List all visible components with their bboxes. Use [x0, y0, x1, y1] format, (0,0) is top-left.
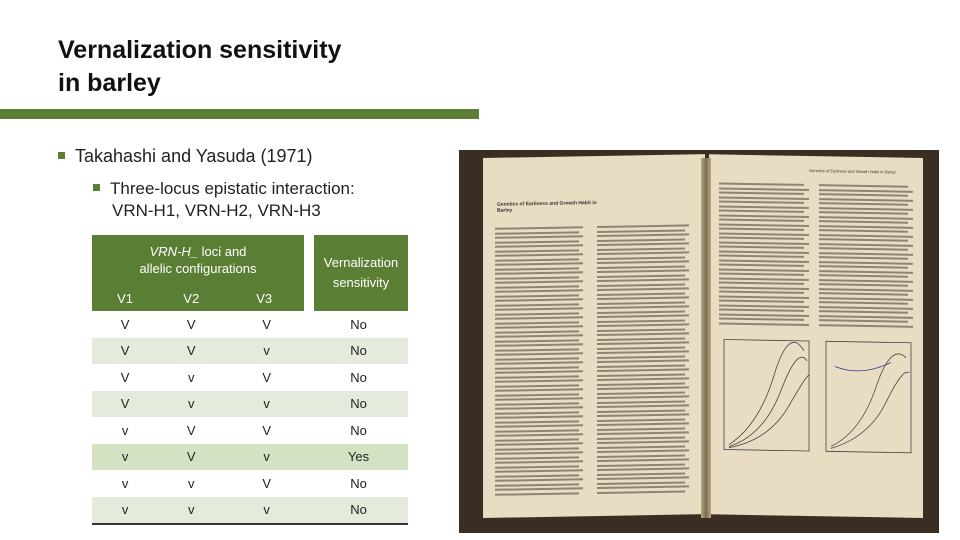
page-text-line	[819, 283, 908, 287]
page-text-line	[819, 229, 908, 233]
sensitivity-header-line-2: sensitivity	[332, 275, 390, 290]
page-text-line	[495, 321, 579, 324]
page-text-line	[719, 209, 804, 212]
page-text-line	[597, 274, 685, 278]
page-text-line	[597, 418, 685, 422]
page-text-line	[597, 472, 685, 476]
page-text-line	[597, 337, 685, 341]
page-text-line	[495, 456, 579, 459]
cell-v3: v	[224, 497, 309, 525]
page-text-line	[597, 364, 685, 368]
page-text-line	[495, 298, 583, 302]
page-text-line	[819, 247, 908, 251]
page-text-line	[495, 438, 579, 441]
page-text-line	[495, 397, 583, 401]
page-text-line	[495, 465, 579, 468]
page-text-line	[819, 297, 913, 301]
page-text-line	[597, 409, 685, 413]
table-row	[92, 391, 408, 418]
page-text-line	[597, 386, 689, 390]
page-text-line	[819, 238, 908, 242]
page-text-line	[597, 265, 685, 269]
page-text-line	[819, 234, 913, 238]
page-text-line	[495, 415, 583, 419]
page-text-line	[597, 445, 685, 449]
page-text-line	[597, 395, 689, 399]
cell-v3: V	[262, 475, 271, 491]
right-page	[709, 154, 923, 518]
page-text-line	[819, 301, 908, 305]
bullet-level-2-text: Three-locus epistatic interaction:	[110, 179, 355, 198]
page-text-line	[597, 229, 685, 233]
page-text-line	[597, 233, 689, 237]
page-text-line	[597, 323, 689, 327]
page-text-line	[495, 253, 583, 257]
page-text-line	[597, 431, 689, 435]
table-row	[92, 470, 408, 497]
title-line-2: in barley	[58, 69, 161, 97]
cell-v1: v	[92, 497, 158, 525]
bullet-level-1-text: Takahashi and Yasuda (1971)	[75, 146, 313, 166]
page-text-line	[819, 288, 913, 292]
page-text-line	[495, 451, 583, 455]
page-text-line	[819, 189, 913, 193]
page-text-line	[495, 420, 579, 423]
page-text-line	[495, 361, 583, 365]
loci-name-italic: VRN-H_	[149, 244, 198, 259]
page-text-line	[495, 294, 579, 297]
left-page-heading: Genetics of Earliness and Growth Habit in Barley	[497, 200, 597, 214]
page-text-line	[819, 292, 908, 296]
page-text-line	[495, 280, 583, 284]
page-text-line	[495, 325, 583, 329]
page-text-line	[719, 214, 809, 218]
page-text-line	[495, 303, 579, 306]
page-text-line	[719, 308, 804, 311]
cell-v3: v	[224, 444, 309, 471]
cell-sensitivity: No	[309, 391, 408, 418]
cell-v1: v	[121, 422, 129, 438]
page-text-line	[719, 299, 804, 302]
page-text-line	[495, 289, 583, 293]
page-text-line	[597, 404, 689, 408]
page-text-line	[495, 487, 583, 491]
sensitivity-header-line-1: Vernalization	[323, 255, 399, 270]
page-text-line	[495, 447, 579, 450]
page-text-line	[597, 287, 689, 291]
page-text-line	[719, 317, 804, 320]
col-v3-header: V3	[224, 285, 309, 311]
cell-v2: V	[158, 444, 224, 471]
page-text-line	[719, 200, 804, 203]
page-text-line	[495, 271, 583, 275]
page-text-line	[597, 305, 689, 309]
paper-photo	[459, 150, 939, 533]
page-text-line	[495, 240, 579, 243]
page-text-line	[597, 332, 689, 336]
col-v1-header: V1	[92, 285, 158, 311]
cell-v2: v	[158, 391, 224, 418]
bullet-level-1	[58, 146, 313, 167]
loci-group-header	[92, 235, 309, 285]
page-text-line	[495, 478, 583, 482]
page-text-line	[597, 283, 685, 287]
page-text-line	[597, 251, 689, 255]
bullet-level-2-loci: VRN-H1, VRN-H2, VRN-H3	[112, 201, 321, 220]
page-text-line	[495, 424, 583, 428]
page-text-line	[495, 244, 583, 248]
page-text-line	[819, 207, 913, 211]
page-text-line	[719, 277, 809, 281]
cell-v2: v	[158, 497, 224, 525]
page-text-line	[495, 235, 583, 239]
square-bullet-icon	[93, 184, 100, 191]
page-text-line	[495, 316, 583, 320]
page-text-line	[495, 226, 583, 230]
right-page-heading: Genetics of Earliness and Growth Habit in Barley	[809, 168, 896, 175]
col-v2-header: V2	[158, 285, 224, 311]
page-text-line	[597, 436, 685, 440]
page-text-line	[597, 373, 685, 377]
page-text-line	[495, 348, 579, 351]
table-row	[92, 497, 408, 525]
page-text-line	[597, 454, 685, 458]
page-text-line	[495, 258, 579, 261]
page-text-line	[495, 406, 583, 410]
page-text-line	[495, 276, 579, 279]
left-page	[483, 154, 705, 518]
page-text-line	[719, 191, 804, 194]
page-text-line	[495, 384, 579, 387]
page-text-line	[495, 262, 583, 266]
page-text-line	[597, 440, 689, 444]
page-text-line	[719, 205, 809, 209]
page-text-line	[597, 310, 685, 314]
page-text-line	[597, 296, 689, 300]
page-text-line	[495, 307, 583, 311]
page-text-line	[495, 492, 579, 495]
page-text-line	[495, 352, 583, 356]
page-text-line	[495, 375, 579, 378]
page-text-line	[719, 290, 804, 293]
page-text-line	[597, 413, 689, 417]
cell-v3: V	[262, 422, 271, 438]
page-text-line	[597, 400, 685, 404]
page-text-line	[719, 232, 809, 236]
page-text-line	[597, 382, 685, 386]
bullet-level-2	[93, 178, 393, 222]
page-text-line	[719, 295, 809, 299]
page-text-line	[819, 256, 908, 260]
cell-v1: V	[120, 316, 130, 332]
cell-v1: V	[92, 338, 158, 365]
page-text-line	[495, 312, 579, 315]
page-text-line	[719, 322, 809, 326]
page-text-line	[597, 238, 685, 242]
page-text-line	[597, 341, 689, 345]
cell-v3: V	[262, 316, 271, 332]
cell-v1: V	[120, 369, 130, 385]
page-text-line	[719, 263, 804, 266]
cell-v1: v	[92, 444, 158, 471]
page-text-line	[495, 433, 583, 437]
page-text-line	[597, 467, 689, 471]
page-text-line	[719, 272, 804, 275]
title-accent-bar	[0, 109, 479, 119]
page-text-line	[597, 458, 689, 462]
page-text-line	[495, 460, 583, 464]
page-text-line	[819, 220, 908, 224]
page-text-line	[719, 196, 809, 200]
page-text-line	[819, 310, 908, 314]
page-text-line	[719, 281, 804, 284]
page-text-line	[597, 449, 689, 453]
page-text-line	[597, 355, 685, 359]
cell-v2: V	[186, 316, 196, 332]
page-text-line	[597, 256, 685, 260]
page-text-line	[819, 184, 908, 188]
cell-v2: V	[186, 422, 196, 438]
page-text-line	[719, 313, 809, 317]
page-text-line	[719, 187, 809, 191]
page-text-line	[597, 422, 689, 426]
page-text-line	[719, 182, 804, 185]
page-text-line	[495, 231, 579, 234]
page-text-line	[495, 411, 579, 414]
page-text-line	[495, 469, 583, 473]
page-text-line	[495, 330, 579, 333]
cell-v2: v	[187, 369, 195, 385]
page-text-line	[597, 247, 685, 251]
page-text-line	[495, 339, 579, 342]
page-text-line	[819, 261, 913, 265]
sensitivity-header	[309, 235, 408, 311]
cell-v3: v	[224, 338, 309, 365]
slide-title	[58, 34, 478, 100]
page-text-line	[495, 249, 579, 252]
loci-header-line-2: allelic configurations	[139, 261, 257, 276]
page-text-line	[719, 268, 809, 272]
page-text-line	[597, 278, 689, 282]
page-text-line	[819, 211, 908, 215]
page-text-line	[597, 314, 689, 318]
page-text-line	[819, 324, 913, 328]
page-text-line	[495, 429, 579, 432]
page-text-line	[597, 485, 689, 489]
page-text-line	[597, 359, 689, 363]
page-text-line	[597, 476, 689, 480]
page-text-line	[495, 474, 579, 477]
page-text-line	[495, 483, 579, 486]
page-text-line	[819, 274, 908, 278]
page-text-line	[819, 319, 908, 323]
page-text-line	[597, 368, 689, 372]
cell-sensitivity: No	[350, 369, 367, 385]
page-text-line	[597, 346, 685, 350]
cell-v1: V	[92, 391, 158, 418]
cell-sensitivity: Yes	[309, 444, 408, 471]
page-text-line	[597, 224, 689, 228]
page-text-line	[719, 236, 804, 239]
page-text-line	[597, 319, 685, 323]
table-row	[92, 417, 408, 444]
page-text-line	[719, 241, 809, 245]
page-text-line	[819, 265, 908, 269]
page-text-line	[495, 393, 579, 396]
page-text-line	[719, 250, 809, 254]
page-text-line	[495, 334, 583, 338]
page-text-line	[819, 270, 913, 274]
page-text-line	[819, 306, 913, 310]
page-text-line	[719, 245, 804, 248]
cell-sensitivity: No	[309, 338, 408, 365]
page-text-line	[719, 259, 809, 263]
page-text-line	[719, 286, 809, 290]
page-text-line	[597, 490, 685, 494]
page-text-line	[597, 350, 689, 354]
page-text-line	[719, 227, 804, 230]
table-row	[92, 311, 408, 338]
table-row	[92, 364, 408, 391]
cell-sensitivity: No	[350, 422, 367, 438]
square-bullet-icon	[58, 152, 65, 159]
page-text-line	[597, 463, 685, 467]
cell-v2: v	[187, 475, 195, 491]
page-text-line	[597, 377, 689, 381]
page-text-line	[819, 315, 913, 319]
page-text-line	[495, 366, 579, 369]
page-text-line	[597, 292, 685, 296]
page-text-line	[819, 279, 913, 283]
page-text-line	[597, 260, 689, 264]
cell-sensitivity: No	[309, 497, 408, 525]
page-text-line	[819, 225, 913, 229]
page-text-line	[819, 198, 913, 202]
page-text-line	[597, 391, 685, 395]
table-row	[92, 338, 408, 365]
page-text-line	[495, 267, 579, 270]
page-text-line	[719, 304, 809, 308]
page-text-line	[719, 254, 804, 257]
page-text-line	[597, 481, 685, 485]
page-text-line	[597, 269, 689, 273]
page-text-line	[819, 252, 913, 256]
page-text-line	[495, 285, 579, 288]
cell-sensitivity: No	[350, 316, 367, 332]
table-row	[92, 444, 408, 471]
cell-v1: v	[121, 475, 129, 491]
page-text-line	[495, 370, 583, 374]
page-gutter	[701, 158, 711, 518]
page-text-line	[819, 202, 908, 206]
page-text-line	[819, 243, 913, 247]
page-text-line	[597, 427, 685, 431]
page-text-line	[495, 357, 579, 360]
page-text-line	[495, 388, 583, 392]
page-text-line	[495, 402, 579, 405]
title-line-1: Vernalization sensitivity	[58, 36, 342, 64]
open-journal-spread	[483, 158, 923, 518]
page-text-line	[819, 216, 913, 220]
cell-v3: v	[224, 391, 309, 418]
page-text-line	[495, 379, 583, 383]
page-text-line	[719, 218, 804, 221]
cell-sensitivity: No	[350, 475, 367, 491]
growth-plot-right	[821, 336, 916, 463]
page-text-line	[597, 328, 685, 332]
loci-header-rest: loci and	[197, 244, 247, 259]
growth-plot-left	[719, 334, 814, 461]
page-text-line	[597, 301, 685, 305]
page-text-line	[495, 442, 583, 446]
page-text-line	[819, 193, 908, 197]
cell-v2: V	[158, 338, 224, 365]
page-text-line	[495, 343, 583, 347]
cell-v3: V	[262, 369, 271, 385]
allele-table	[92, 235, 408, 525]
page-text-line	[719, 223, 809, 227]
page-text-line	[597, 242, 689, 246]
